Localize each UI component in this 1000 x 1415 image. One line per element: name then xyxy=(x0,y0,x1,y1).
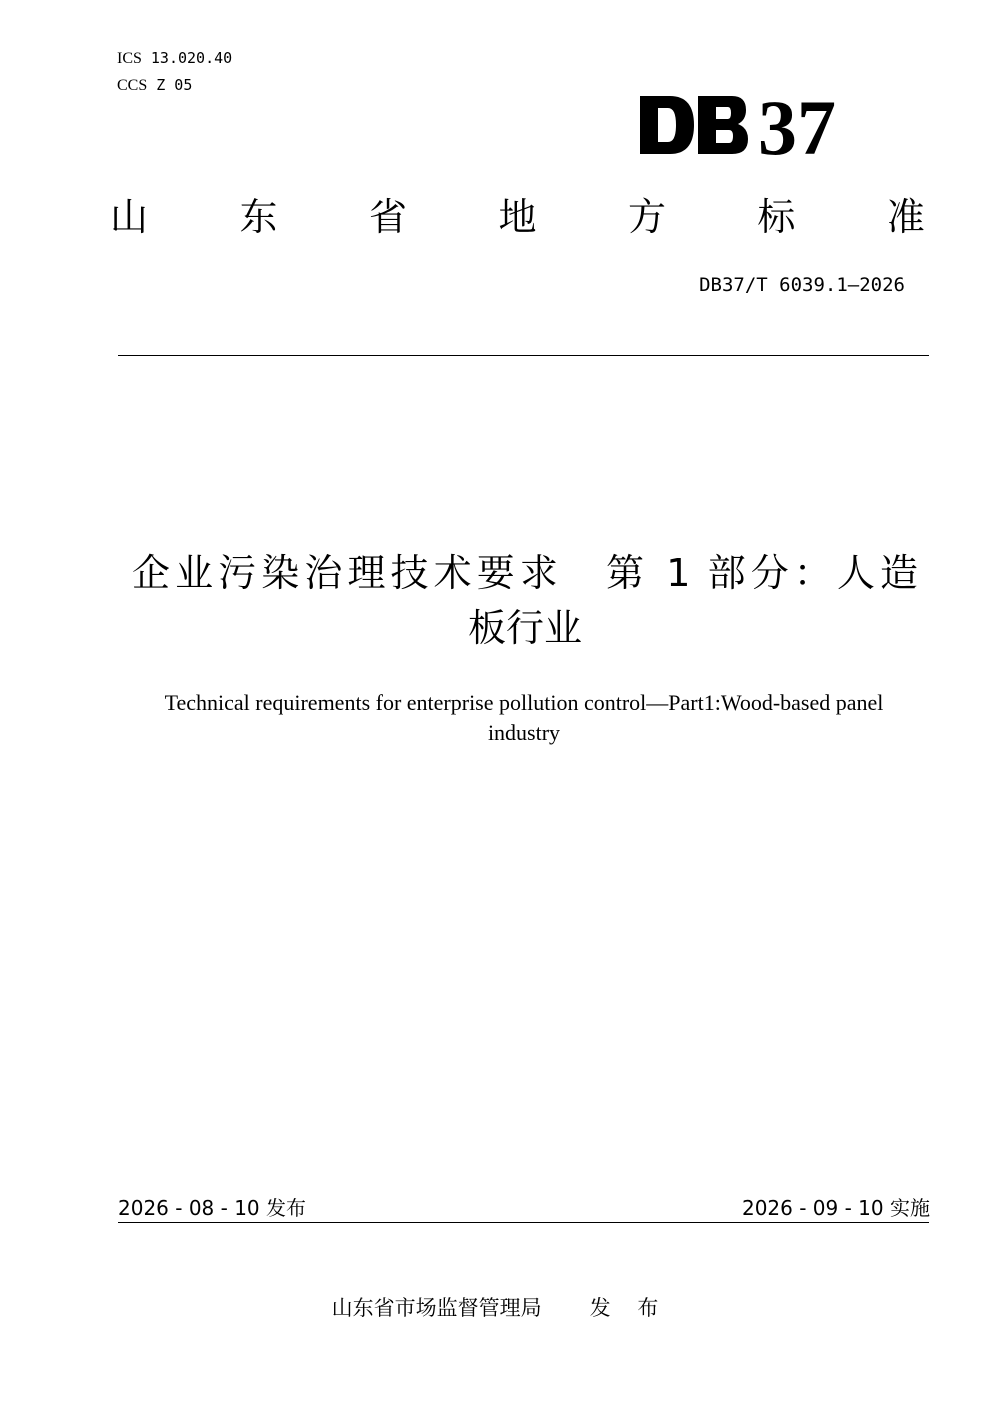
db37-logo xyxy=(636,86,866,164)
publisher xyxy=(0,1292,1000,1322)
english-title-line-1: Technical requirements for enterprise pollution control—Part1:Wood-based panel xyxy=(164,690,884,715)
logo-digits: 37 xyxy=(758,86,836,164)
ics-value: 13.020.40 xyxy=(150,49,233,67)
ccs-value: Z 05 xyxy=(156,76,193,94)
chinese-title-line-2: 板行业 xyxy=(467,606,582,650)
standard-type-char: 省 xyxy=(368,195,407,239)
publisher-action: 发 布 xyxy=(589,1296,669,1320)
ccs-label: CCS xyxy=(117,77,148,94)
standard-type-char: 山 xyxy=(110,195,149,239)
standard-type-char: 东 xyxy=(239,195,278,239)
bottom-divider xyxy=(118,1222,929,1223)
publisher-organization: 山东省市场监督管理局 xyxy=(331,1296,542,1320)
standard-type-char: 准 xyxy=(886,195,925,239)
standard-type-char: 方 xyxy=(627,195,666,239)
english-title xyxy=(120,688,928,748)
english-title-line-2: industry xyxy=(487,720,561,745)
ics-code xyxy=(117,49,232,68)
implementation-date: 2026 - 09 - 10 实施 xyxy=(741,1196,930,1220)
standard-type-char: 标 xyxy=(757,195,796,239)
ics-label: ICS xyxy=(117,50,142,67)
top-divider xyxy=(118,355,929,356)
issue-date: 2026 - 08 - 10 发布 xyxy=(118,1196,307,1220)
standard-number: DB37/T 6039.1—2026 xyxy=(699,274,905,296)
standard-type-char: 地 xyxy=(498,195,537,239)
ccs-code xyxy=(117,76,192,95)
chinese-title xyxy=(110,546,940,656)
standard-type-heading xyxy=(110,190,925,244)
chinese-title-line-1: 企业污染治理技术要求 第 1 部分：人造 xyxy=(132,551,918,595)
